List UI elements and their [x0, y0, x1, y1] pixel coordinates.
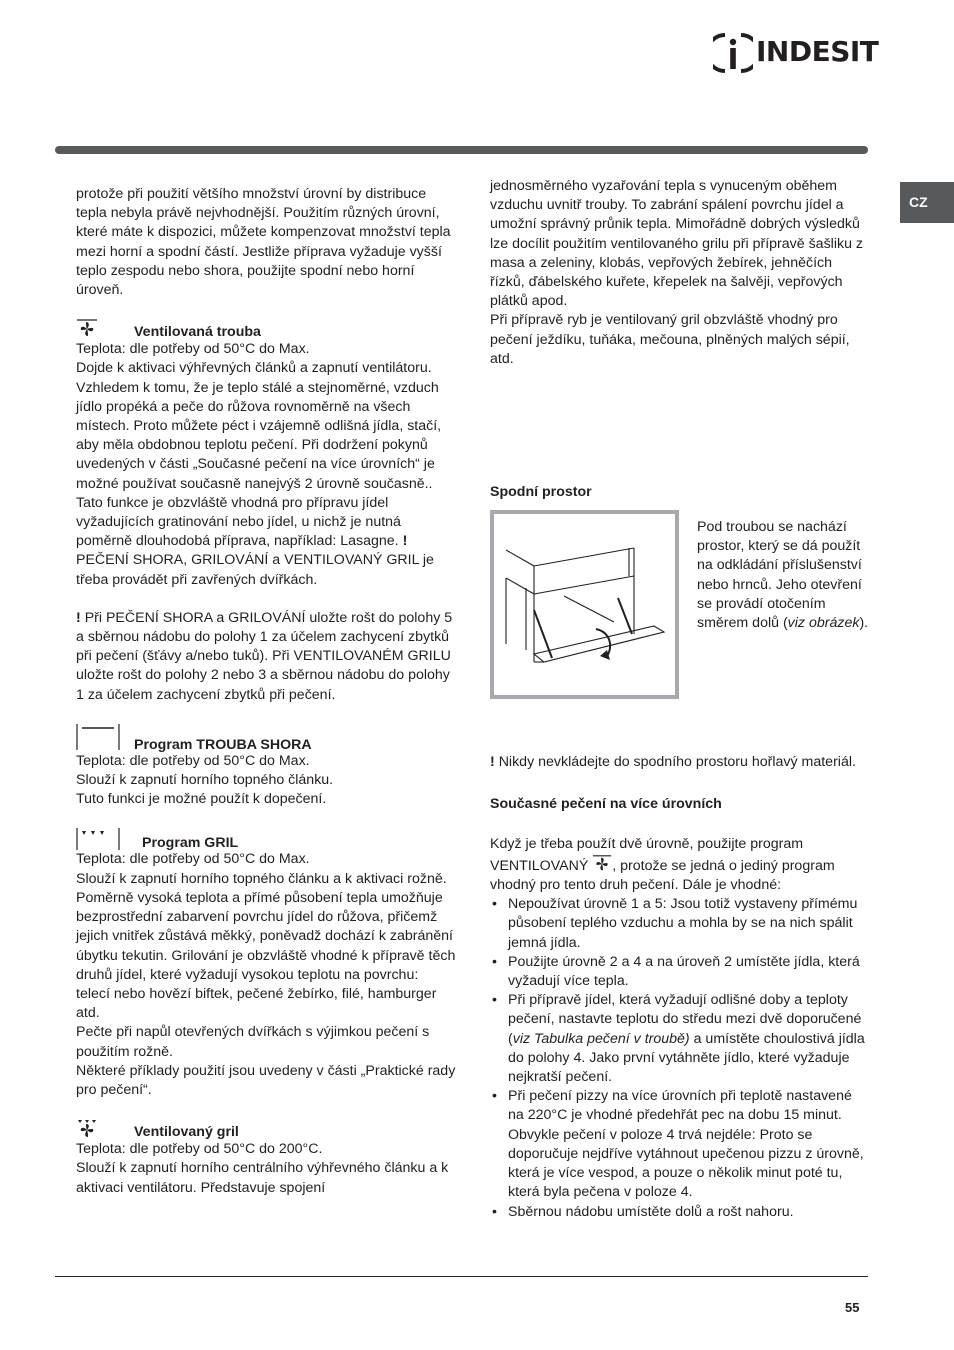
grill-title: Program GRIL	[142, 835, 239, 852]
brand-logo-icon	[713, 31, 753, 75]
fan-grill-continued: jednosměrného vyzařování tepla s vynuceným oběhem vzduchu uvnitř trouby. To zabrání spálení povrchu jídel a umožní správný průnik tepla. Mimořádně dobrých výsledků lze docílit použitím ventilovaného grilu při přípravě šašliku z masa a zeleniny, klobás, vepřových žebírek, jehněčích řízků, ďábelského kuřete, křepelek na šalvěji, vepřových plátků apod.	[490, 178, 863, 310]
brand-logo	[713, 31, 879, 75]
multi-level-list	[490, 895, 870, 1221]
list-item: • Použijte úrovně 2 a 4 a na úroveň 2 umístěte jídla, která vyžadují více tepla.	[508, 953, 870, 991]
brand-name: INDESIT	[756, 35, 879, 68]
top-oven-text-1: Slouží k zapnutí horního topného článku.	[76, 772, 334, 789]
fan-grill-icon	[76, 1119, 98, 1139]
list-item: • Sběrnou nádobu umístěte dolů a rošt nahoru.	[508, 1203, 870, 1222]
grill-text-3: Pečte při napůl otevřených dvířkách s výjimkou pečení s použitím rožně.	[76, 1024, 430, 1060]
fan-grill-temp: Teplota: dle potřeby od 50°C do 200°C.	[76, 1141, 323, 1158]
storage-title: Spodní prostor	[490, 484, 592, 501]
fan-oven-text-2: Tato funkce je obzvláště vhodná pro přípravu jídel vyžadujících gratinování nebo jídel, u nichž je nutná poměrně dlouhodobá příprava, například: Lasagne. ! PEČENÍ SHORA, GRILOVÁNÍ a VENTILOVANÝ GRIL je třeba provádět při zavřených dvířkách.	[76, 494, 434, 588]
grill-heading	[76, 828, 456, 850]
intro-paragraph: protože při použití většího množství úrovní by distribuce tepla nebyla právě nejvhodnější. Použitím různých úrovní, které máte k dispozici, můžete kompenzovat množství tepla mezi horní a spodní částí. Jestliže příprava vyžaduje vyšší teplo zespodu nebo shora, použijte spodní nebo horní úroveň.	[76, 186, 451, 299]
fan-icon	[76, 319, 98, 339]
fan-grill-title: Ventilovaný gril	[134, 1124, 239, 1141]
drawer-illustration	[494, 514, 675, 695]
grill-text-4: Některé příklady použití jsou uvedeny v části „Praktické rady pro pečení“.	[76, 1062, 456, 1098]
fan-oven-temp: Teplota: dle potřeby od 50°C do Max.	[76, 341, 310, 358]
fan-grill-text-1: Slouží k zapnutí horního centrálního výhřevného článku a k aktivaci ventilátoru. Představuje spojení	[76, 1160, 449, 1196]
footer-rule	[55, 1276, 868, 1277]
storage-warning: ! Nikdy nevkládejte do spodního prostoru hořlavý materiál.	[490, 754, 856, 771]
fan-oven-text-1: Dojde k aktivaci výhřevných článků a zapnutí ventilátoru. Vzhledem k tomu, že je teplo stálé a stejnoměrné, vzduch jídlo propéká a peče do růžova rovnoměrně na všech místech. Proto můžete péct i vzájemně odlišná jídla, stačí, aby měla obdobnou teplotu pečení. Při dodržení pokynů uvedených v části „Současné pečení na více úrovních“ je možné používat současně nanejvýš 2 úrovně současně..	[76, 360, 442, 492]
top-oven-heading	[76, 724, 456, 752]
top-oven-temp: Teplota: dle potřeby od 50°C do Max.	[76, 752, 310, 769]
top-oven-text-2: Tuto funkci je možné použít k dopečení.	[76, 791, 327, 808]
list-item: • Při pečení pizzy na více úrovních při teplotě nastavené na 220°C je vhodné předehřát pec na dobu 15 minut. Obvykle pečení v poloze 4 trvá nejdéle: Proto se doporučuje nejdříve vytáhnout upečenou pizzu z úrovně, která je více vespod, a pouze o několik minut poté tu, která byla pečena v poloze 4.	[508, 1087, 870, 1202]
header-rule	[55, 146, 868, 154]
fan-oven-heading	[76, 319, 456, 340]
multi-level-intro: Když je třeba použít dvě úrovně, použijte program VENTILOVANÝ , protože se jedná o jediný program vhodný pro tento druh pečení. Dále je vhodné:	[490, 835, 835, 894]
fan-oven-title: Ventilovaná trouba	[134, 324, 261, 341]
grill-temp: Teplota: dle potřeby od 50°C do Max.	[76, 851, 310, 868]
left-column	[76, 185, 456, 1198]
grill-text-1: Slouží k zapnutí horního topného článku a k aktivaci rožně.	[76, 870, 447, 887]
page-number: 55	[845, 1300, 860, 1315]
list-item: • Při přípravě jídel, která vyžadují odlišné doby a teploty pečení, nastavte teplotu do středu mezi dvě doporučené (viz Tabulka pečení v troubě) a umístěte choulostivá jídla do polohy 4. Jako první vytáhněte jídlo, které vyžaduje nejkratší pečení.	[508, 991, 870, 1087]
fan-inline-icon	[592, 854, 612, 874]
grill-text-2: Poměrně vysoká teplota a přímé působení tepla umožňuje bezprostřední zabarvení povrchu jídel do růžova, přičemž jejich vnitřek zůstává měkký, poněvadž dochází k zabránění úbytku tekutin. Grilování je obzvláště vhodné k přípravě těch druhů jídel, které vyžadují vysokou teplotu na povrchu: telecí nebo hovězí biftek, pečené žebírko, filé, hamburger atd.	[76, 889, 456, 1022]
storage-description: Pod troubou se nachází prostor, který se dá použít na odkládání příslušenství nebo hrnců. Jeho otevření se provádí otočením směrem dolů (viz obrázek).	[697, 519, 869, 632]
multi-level-title: Současné pečení na více úrovních	[490, 796, 722, 813]
storage-drawer-figure	[490, 510, 679, 699]
fan-oven-note: ! Při PEČENÍ SHORA a GRILOVÁNÍ uložte rošt do polohy 5 a sběrnou nádobu do polohy 1 za účelem zachycení zbytků při pečení (šťávy a/nebo tuků). Při VENTILOVANÉM GRILU uložte rošt do polohy 2 nebo 3 a sběrnou nádobu do polohy 1 za účelem zachycení zbytků při pečení.	[76, 609, 453, 703]
fan-grill-heading	[76, 1119, 456, 1140]
grill-icon	[76, 828, 120, 850]
list-item: • Nepoužívat úrovně 1 a 5: Jsou totiž vystaveny přímému působení teplého vzduchu a mohla by se na nich spálit jemná jídla.	[508, 895, 870, 953]
top-oven-title: Program TROUBA SHORA	[134, 736, 312, 753]
top-heat-icon	[76, 724, 120, 750]
language-tab: CZ	[900, 182, 954, 223]
fan-grill-fish: Při přípravě ryb je ventilovaný gril obzvláště vhodný pro pečení ježdíku, tuňáka, mečouna, plněných malých sépií, atd.	[490, 312, 850, 367]
